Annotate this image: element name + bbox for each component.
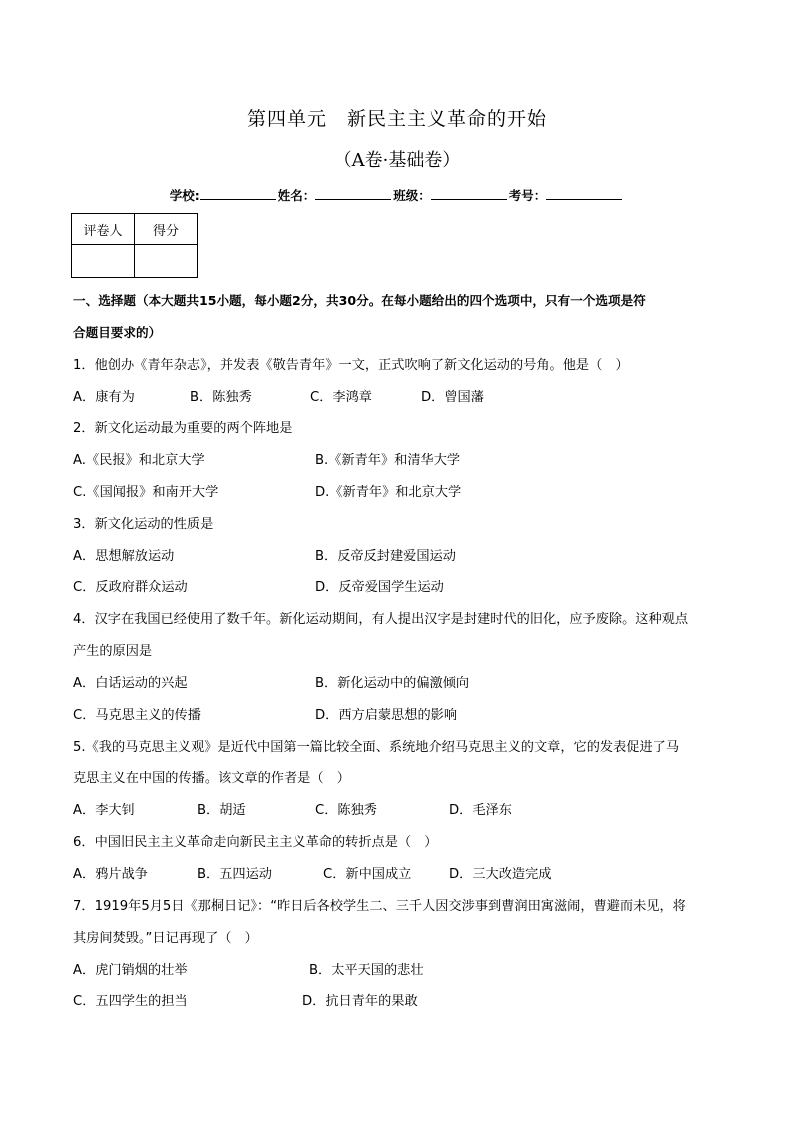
question-4-stem-line1: 4．汉字在我国已经使用了数千年。新化运动期间，有人提出汉字是封建时代的旧化，应予废除。这种观点: [73, 612, 689, 627]
question-5-stem-line2: 克思主义在中国的传播。该文章的作者是（ ）: [73, 771, 350, 786]
grader-cell[interactable]: [72, 245, 135, 278]
question-5-stem-line1: 5.《我的马克思主义观》是近代中国第一篇比较全面、系统地介绍马克思主义的文章，它的发表促进了马: [73, 740, 680, 755]
section-heading-line2: 合题目要求的）: [73, 325, 162, 340]
question-2-stem: 2．新文化运动最为重要的两个阵地是: [73, 421, 293, 436]
question-1-option-d: D．曾国藩: [421, 390, 484, 405]
question-7-stem-line1: 7．1919年5月5日《那桐日记》：“昨日后各校学生二、三千人因交涉事到曹润田寓滋闹，曹避而未见，将: [73, 899, 686, 914]
question-5-option-a: A．李大钊: [73, 803, 135, 818]
question-2-option-c: C.《国闻报》和南开大学: [73, 485, 219, 500]
question-5-option-d: D．毛泽东: [449, 803, 512, 818]
exam-no-blank[interactable]: [546, 187, 622, 200]
question-1-option-a: A．康有为: [73, 390, 135, 405]
question-7-option-b: B．太平天国的悲壮: [309, 963, 424, 978]
question-4-option-b: B．新化运动中的偏激倾向: [315, 676, 470, 691]
question-7-option-a: A．虎门销烟的壮举: [73, 963, 188, 978]
question-6-option-b: B．五四运动: [197, 867, 272, 882]
question-3-stem: 3．新文化运动的性质是: [73, 517, 214, 532]
question-1-option-c: C．李鸿章: [310, 390, 372, 405]
school-blank[interactable]: [200, 187, 276, 200]
page-subtitle: （A卷·基础卷）: [333, 150, 461, 171]
name-blank[interactable]: [315, 187, 391, 200]
question-2-option-a: A.《民报》和北京大学: [73, 453, 205, 468]
question-4-option-d: D．西方启蒙思想的影响: [315, 708, 458, 723]
question-3-option-a: A．思想解放运动: [73, 549, 175, 564]
score-table: [71, 213, 198, 278]
page-title: 第四单元 新民主主义革命的开始: [246, 108, 547, 130]
name-label: 姓名：: [277, 188, 316, 203]
student-info-row: [0, 186, 794, 204]
section-heading-line1: 一、选择题（本大题共15小题，每小题2分，共30分。在每小题给出的四个选项中，只有一个选项是符: [73, 293, 646, 308]
question-5-option-b: B．胡适: [197, 803, 246, 818]
question-3-option-d: D．反帝爱国学生运动: [315, 580, 444, 595]
class-blank[interactable]: [431, 187, 507, 200]
question-1-stem: 1．他创办《青年杂志》，并发表《敬告青年》一文，正式吹响了新文化运动的号角。他是（ ）: [73, 358, 629, 373]
question-4-stem-line2: 产生的原因是: [73, 644, 153, 659]
grader-header: 评卷人: [72, 214, 135, 245]
question-5-option-c: C．陈独秀: [315, 803, 377, 818]
score-cell[interactable]: [135, 245, 198, 278]
question-6-option-d: D．三大改造完成: [449, 867, 552, 882]
class-label: 班级：: [393, 188, 431, 203]
question-6-option-a: A．鸦片战争: [73, 867, 148, 882]
question-4-option-a: A．白话运动的兴起: [73, 676, 188, 691]
question-2-option-d: D.《新青年》和北京大学: [315, 485, 462, 500]
question-1-option-b: B．陈独秀: [190, 390, 252, 405]
question-7-option-d: D．抗日青年的果敢: [302, 994, 418, 1009]
question-6-stem: 6．中国旧民主主义革命走向新民主主义革命的转折点是（ ）: [73, 835, 438, 850]
school-label: 学校:: [169, 188, 200, 203]
exam-no-label: 考号：: [508, 188, 547, 203]
question-2-option-b: B.《新青年》和清华大学: [315, 453, 461, 468]
score-header: 得分: [135, 214, 198, 245]
question-6-option-c: C．新中国成立: [323, 867, 412, 882]
question-7-option-c: C．五四学生的担当: [73, 994, 188, 1009]
question-3-option-b: B．反帝反封建爱国运动: [315, 549, 456, 564]
question-4-option-c: C．马克思主义的传播: [73, 708, 201, 723]
question-3-option-c: C．反政府群众运动: [73, 580, 188, 595]
question-7-stem-line2: 其房间焚毁。”日记再现了（ ）: [73, 931, 258, 946]
